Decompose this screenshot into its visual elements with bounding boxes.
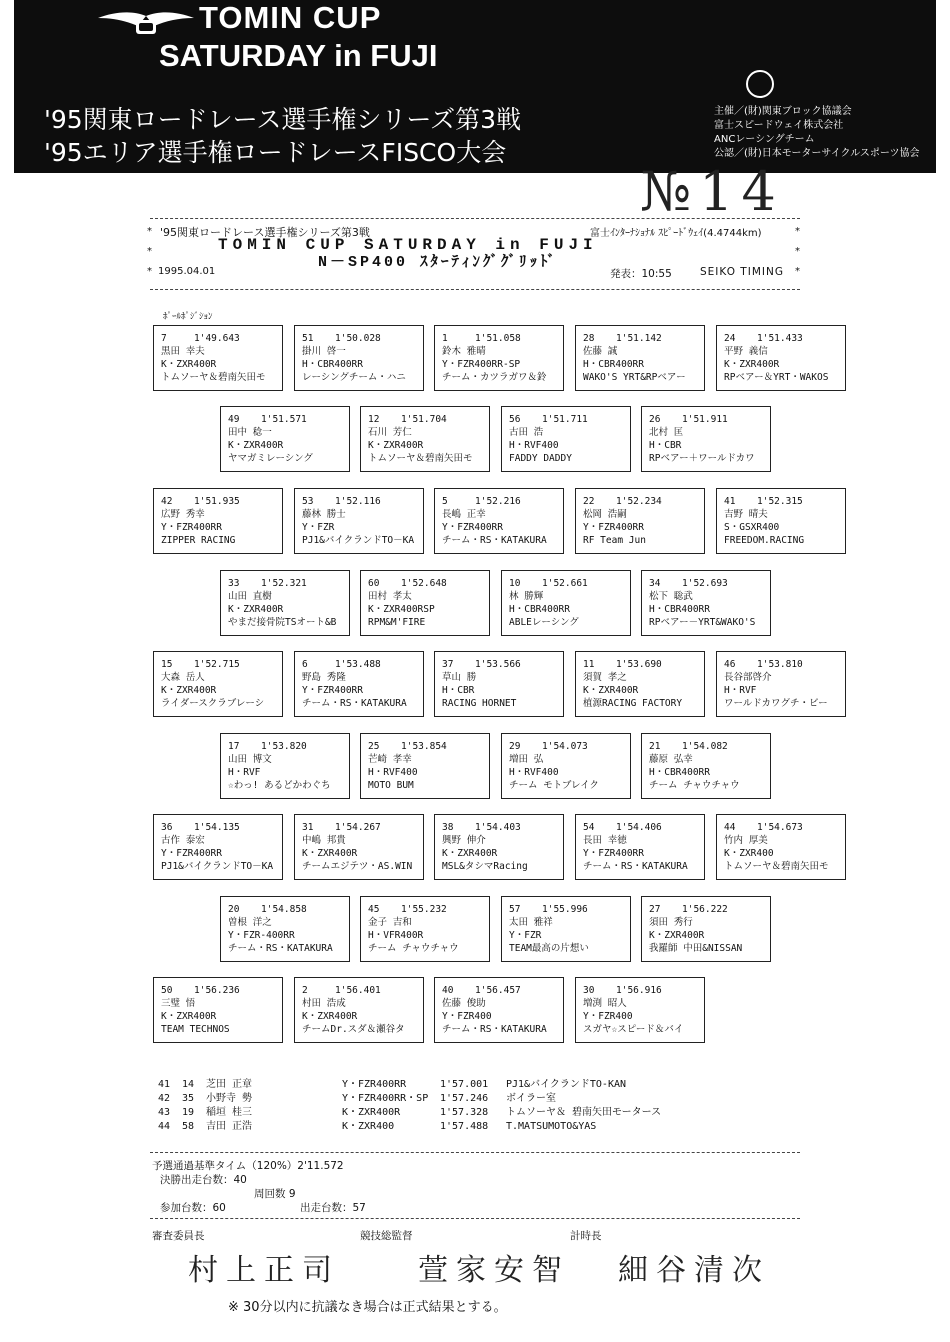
- grid-slot: [641, 570, 771, 636]
- qualifying-time: 1'54.406: [616, 822, 662, 833]
- grid-slot: [575, 977, 705, 1043]
- qualify-standard: 予選通過基準タイム（120%）2'11.572: [152, 1160, 344, 1172]
- rider-name: 松岡 浩嗣: [583, 509, 627, 520]
- rider-name: 山田 直樹: [228, 591, 272, 602]
- car-number: 41: [724, 496, 736, 507]
- car-number: 30: [583, 985, 595, 996]
- rider-name: 中嶋 邦貴: [302, 835, 346, 846]
- rider-name: 長田 幸徳: [583, 835, 627, 846]
- grid-slot: [575, 325, 705, 391]
- protest-note: ※ 30分以内に抗議なき場合は正式結果とする。: [228, 1300, 507, 1315]
- qualifying-time: 1'52.216: [475, 496, 521, 507]
- divider: [150, 218, 800, 219]
- qualifying-time: 1'52.715: [194, 659, 240, 670]
- timing-provider: SEIKO TIMING: [700, 266, 784, 278]
- car-number: 1: [442, 333, 448, 344]
- qualifying-time: 1'53.690: [616, 659, 662, 670]
- rider-name: 北村 匡: [649, 427, 684, 438]
- grid-slot: [153, 651, 283, 717]
- team-name: チーム チャウチャウ: [368, 943, 459, 954]
- machine: Y・FZR400RR: [161, 848, 222, 859]
- director-signature: 萱家安智: [418, 1253, 570, 1288]
- rider-name: 村田 浩成: [302, 998, 346, 1009]
- machine: K・ZXR400R: [302, 848, 358, 859]
- team-name: チームDr.スダ＆瀬谷タ: [302, 1024, 405, 1035]
- car-number: 28: [583, 333, 595, 344]
- team-name: チーム・RS・KATAKURA: [583, 861, 688, 872]
- rider-name: 佐藤 誠: [583, 346, 618, 357]
- car-number: 22: [583, 496, 595, 507]
- team-name: チーム・RS・KATAKURA: [302, 698, 407, 709]
- car-number: 51: [302, 333, 314, 344]
- qualifying-time: 1'54.267: [335, 822, 381, 833]
- qualifying-time: 1'51.704: [401, 414, 447, 425]
- grid-slot: [501, 896, 631, 962]
- grid-slot: [360, 406, 490, 472]
- car-number: 34: [649, 578, 661, 589]
- grid-slot: [294, 814, 424, 880]
- qualifying-time: 1'53.820: [261, 741, 307, 752]
- rider-name: 黒田 幸夫: [161, 346, 205, 357]
- car-number: 29: [509, 741, 521, 752]
- document-number: №14: [640, 160, 784, 223]
- team-name: チーム・カツラガワ＆鈴: [442, 372, 547, 383]
- rider-name: 須賀 孝之: [583, 672, 627, 683]
- machine: H・RVF400: [509, 767, 559, 778]
- car-number: 10: [509, 578, 521, 589]
- team-name: RF Team Jun: [583, 535, 646, 546]
- machine: Y・FZR400RR: [161, 522, 222, 533]
- team-name: 植源RACING FACTORY: [583, 698, 683, 709]
- rider-name: 松下 聡武: [649, 591, 693, 602]
- car-number: 24: [724, 333, 736, 344]
- rider-name: 佐藤 俊助: [442, 998, 486, 1009]
- machine: H・CBR400RR: [302, 359, 363, 370]
- grid-slot: [575, 488, 705, 554]
- car-number: 54: [583, 822, 595, 833]
- machine: H・RVF: [228, 767, 261, 778]
- machine: K・ZXR400R: [583, 685, 639, 696]
- car-number: 31: [302, 822, 314, 833]
- rider-name: 増渕 昭人: [583, 998, 627, 1009]
- qualifying-time: 1'54.135: [194, 822, 240, 833]
- machine: K・ZXR400R: [649, 930, 705, 941]
- machine: H・RVF400: [509, 440, 559, 451]
- divider: [150, 289, 800, 290]
- rider-name: 長谷部啓介: [724, 672, 772, 683]
- qualifying-time: 1'52.116: [335, 496, 381, 507]
- car-number: 38: [442, 822, 454, 833]
- date: 1995.04.01: [158, 266, 216, 277]
- grid-slot: [575, 651, 705, 717]
- grid-slot: [294, 488, 424, 554]
- car-number: 12: [368, 414, 380, 425]
- rider-name: 藤原 弘幸: [649, 754, 693, 765]
- series-title-line1: '95関東ロードレース選手権シリーズ第3戦: [44, 105, 522, 134]
- car-number: 40: [442, 985, 454, 996]
- grid-slot: [716, 488, 846, 554]
- event-name: TOMIN CUP SATURDAY in FUJI: [218, 236, 598, 254]
- grid-slot: [501, 406, 631, 472]
- machine: H・RVF: [724, 685, 757, 696]
- rider-name: 平野 義信: [724, 346, 768, 357]
- grid-slot: [641, 733, 771, 799]
- rider-name: 竹内 厚美: [724, 835, 768, 846]
- circuit-name: 富士ｲﾝﾀｰﾅｼｮﾅﾙ ｽﾋﾟｰﾄﾞｳｪｲ(4.4744km): [590, 228, 762, 239]
- rider-name: 吉野 晴夫: [724, 509, 768, 520]
- team-name: チーム・RS・KATAKURA: [228, 943, 333, 954]
- car-number: 6: [302, 659, 308, 670]
- qualifying-time: 1'54.073: [542, 741, 588, 752]
- machine: Y・FZR: [509, 930, 542, 941]
- machine: K・ZXR400R: [161, 1011, 217, 1022]
- grid-slot: [220, 406, 350, 472]
- qualifying-time: 1'56.401: [335, 985, 381, 996]
- machine: Y・FZR400RR: [583, 848, 644, 859]
- qualifying-time: 1'55.232: [401, 904, 447, 915]
- team-name: ZIPPER RACING: [161, 535, 236, 546]
- grid-slot: [434, 488, 564, 554]
- rider-name: 長嶋 正幸: [442, 509, 486, 520]
- timekeeper-signature: 細谷清次: [618, 1253, 770, 1288]
- qualifying-time: 1'52.648: [401, 578, 447, 589]
- grid-slot: [575, 814, 705, 880]
- car-number: 20: [228, 904, 240, 915]
- grid-slot: [220, 896, 350, 962]
- machine: H・CBR400RR: [583, 359, 644, 370]
- machine: K・ZXR400RSP: [368, 604, 435, 615]
- entries: 参加台数：60: [160, 1202, 226, 1214]
- organizer-line: 富士スピードウェイ株式会社: [714, 120, 844, 131]
- qualifying-time: 1'52.661: [542, 578, 588, 589]
- grid-slot: [501, 733, 631, 799]
- machine: H・VFR400R: [368, 930, 424, 941]
- qualifying-time: 1'54.403: [475, 822, 521, 833]
- grid-slot: [360, 896, 490, 962]
- car-number: 25: [368, 741, 380, 752]
- qualifying-time: 1'52.321: [261, 578, 307, 589]
- divider: [150, 1218, 800, 1219]
- grid-slot: [220, 733, 350, 799]
- rider-name: 曽根 洋之: [228, 917, 272, 928]
- machine: K・ZXR400R: [228, 604, 284, 615]
- grid-slot: [153, 814, 283, 880]
- rider-name: 大森 岳人: [161, 672, 205, 683]
- machine: Y・FZR400RR-SP: [442, 359, 521, 370]
- car-number: 11: [583, 659, 595, 670]
- rider-name: 草山 勝: [442, 672, 477, 683]
- rider-name: 増田 弘: [509, 754, 544, 765]
- team-name: MSL&タシマRacing: [442, 861, 528, 872]
- rider-name: 田中 稔一: [228, 427, 272, 438]
- team-name: トムソーヤ＆碧南矢田モ: [368, 453, 473, 464]
- qualifying-time: 1'52.693: [682, 578, 728, 589]
- rider-name: 野島 秀隆: [302, 672, 346, 683]
- car-number: 17: [228, 741, 240, 752]
- car-number: 26: [649, 414, 661, 425]
- grid-slot: [220, 570, 350, 636]
- qualifying-time: 1'49.643: [194, 333, 240, 344]
- winged-emblem-icon: [96, 8, 196, 40]
- rider-name: 太田 雅祥: [509, 917, 553, 928]
- machine: H・CBR400RR: [649, 767, 710, 778]
- pole-position-label: ﾎﾟｰﾙﾎﾟｼﾞｼｮﾝ: [163, 312, 213, 322]
- qualifying-time: 1'51.142: [616, 333, 662, 344]
- team-name: WAKO'S YRT&RPベアー: [583, 372, 686, 383]
- rider-name: 広野 秀幸: [161, 509, 205, 520]
- machine: Y・FZR400RR: [302, 685, 363, 696]
- event-title-line2: SATURDAY in FUJI: [159, 38, 438, 73]
- organizer-line: ANCレーシングチーム: [714, 134, 815, 145]
- machine: Y・FZR400RR: [442, 522, 503, 533]
- series-name: '95関東ロードレース選手権シリーズ第3戦: [160, 226, 370, 239]
- qualifying-time: 1'54.082: [682, 741, 728, 752]
- qualifying-time: 1'56.222: [682, 904, 728, 915]
- car-number: 56: [509, 414, 521, 425]
- team-name: トムソーヤ＆碧南矢田モ: [724, 861, 829, 872]
- machine: K・ZXR400R: [302, 1011, 358, 1022]
- rider-name: 金子 吉和: [368, 917, 412, 928]
- rider-name: 山田 博文: [228, 754, 272, 765]
- machine: H・CBR400RR: [649, 604, 710, 615]
- team-name: RPベアー＆YRT・WAKOS: [724, 372, 829, 383]
- grid-slot: [641, 406, 771, 472]
- rider-name: 鈴木 雅晴: [442, 346, 486, 357]
- team-name: 我羅師 中田&NISSAN: [649, 943, 743, 954]
- team-name: PJ1&バイクランドTO－KA: [161, 861, 274, 872]
- organizer-line: 主催／(財)関東ブロック協議会: [714, 106, 852, 117]
- machine: Y・FZR400: [442, 1011, 492, 1022]
- machine: K・ZXR400R: [161, 359, 217, 370]
- steward-label: 審査委員長: [152, 1230, 205, 1242]
- machine: K・ZXR400R: [228, 440, 284, 451]
- team-name: MOTO BUM: [368, 780, 414, 791]
- laps: 周回数 9: [254, 1188, 296, 1200]
- timekeeper-label: 計時長: [570, 1230, 602, 1242]
- team-name: チームエジテツ・AS.WIN: [302, 861, 413, 872]
- car-number: 27: [649, 904, 661, 915]
- rider-name: 三璧 悟: [161, 998, 196, 1009]
- qualifying-time: 1'53.488: [335, 659, 381, 670]
- car-number: 7: [161, 333, 167, 344]
- team-name: トムソーヤ＆碧南矢田モ: [161, 372, 266, 383]
- team-name: TEAM最高の片想い: [509, 943, 589, 954]
- machine: Y・FZR400: [583, 1011, 633, 1022]
- ran-count: 出走台数：57: [300, 1202, 366, 1214]
- grid-slot: [153, 325, 283, 391]
- team-name: スガヤ☆スピード＆バイ: [583, 1024, 684, 1035]
- car-number: 50: [161, 985, 173, 996]
- team-name: レーシングチーム・ハニ: [302, 372, 406, 383]
- team-name: RPM&M'FIRE: [368, 617, 426, 628]
- rider-name: 藤林 勝士: [302, 509, 346, 520]
- car-number: 49: [228, 414, 240, 425]
- car-number: 57: [509, 904, 521, 915]
- machine: Y・FZR: [302, 522, 335, 533]
- machine: K・ZXR400R: [161, 685, 217, 696]
- announce-time: 発表：10:55: [610, 268, 672, 280]
- machine: H・CBR: [649, 440, 682, 451]
- steward-signature: 村上正司: [188, 1253, 340, 1288]
- team-name: TEAM TECHNOS: [161, 1024, 230, 1035]
- rider-name: 須田 秀行: [649, 917, 693, 928]
- grid-slot: [716, 325, 846, 391]
- grid-slot: [153, 488, 283, 554]
- car-number: 2: [302, 985, 308, 996]
- car-number: 21: [649, 741, 661, 752]
- grid-slot: [716, 651, 846, 717]
- qualifying-time: 1'51.711: [542, 414, 588, 425]
- rider-name: 芒崎 孝幸: [368, 754, 412, 765]
- qualifying-time: 1'52.315: [757, 496, 803, 507]
- class-title: N－SP400 ｽﾀｰﾃｨﾝｸﾞｸﾞﾘｯﾄﾞ: [318, 254, 559, 271]
- car-number: 44: [724, 822, 736, 833]
- grid-slot: [294, 977, 424, 1043]
- team-name: FREEDOM.RACING: [724, 535, 805, 546]
- machine: H・CBR400RR: [509, 604, 570, 615]
- grid-slot: [360, 733, 490, 799]
- rider-name: 田村 孝太: [368, 591, 412, 602]
- qualifying-time: 1'51.911: [682, 414, 728, 425]
- organizer-line: 公認／(財)日本モーターサイクルスポーツ協会: [714, 148, 920, 159]
- qualifying-time: 1'54.858: [261, 904, 307, 915]
- car-number: 42: [161, 496, 173, 507]
- grid-slot: [716, 814, 846, 880]
- qualifying-time: 1'52.234: [616, 496, 662, 507]
- machine: Y・FZR400RR: [583, 522, 644, 533]
- machine: K・ZXR400: [724, 848, 774, 859]
- qualifying-time: 1'53.854: [401, 741, 447, 752]
- machine: K・ZXR400R: [724, 359, 780, 370]
- qualifying-time: 1'53.810: [757, 659, 803, 670]
- grid-slot: [153, 977, 283, 1043]
- team-name: ABLEレーシング: [509, 617, 579, 628]
- rider-name: 興野 伸介: [442, 835, 486, 846]
- rider-name: 掛川 啓一: [302, 346, 346, 357]
- machine: H・RVF400: [368, 767, 418, 778]
- machine: K・ZXR400R: [368, 440, 424, 451]
- car-number: 60: [368, 578, 380, 589]
- qualifying-time: 1'51.433: [757, 333, 803, 344]
- grid-slot: [434, 325, 564, 391]
- grid-slot: [434, 651, 564, 717]
- machine: S・GSXR400: [724, 522, 780, 533]
- car-number: 15: [161, 659, 173, 670]
- qualifying-time: 1'56.457: [475, 985, 521, 996]
- final-starters: 決勝出走台数：40: [160, 1174, 247, 1186]
- rider-name: 古作 泰宏: [161, 835, 205, 846]
- team-name: やまだ接骨院TSオート&B: [228, 617, 337, 628]
- car-number: 46: [724, 659, 736, 670]
- car-number: 45: [368, 904, 380, 915]
- machine: Y・FZR-400RR: [228, 930, 295, 941]
- qualifying-time: 1'50.028: [335, 333, 381, 344]
- team-name: RPベアー＋ワールドカワ: [649, 453, 755, 464]
- qualifying-time: 1'54.673: [757, 822, 803, 833]
- divider: [150, 1152, 800, 1153]
- car-number: 53: [302, 496, 314, 507]
- grid-slot: [641, 896, 771, 962]
- qualifying-time: 1'56.236: [194, 985, 240, 996]
- grid-slot: [434, 977, 564, 1043]
- grid-slot: [294, 651, 424, 717]
- qualifying-time: 1'51.571: [261, 414, 307, 425]
- car-number: 37: [442, 659, 454, 670]
- grid-slot: [360, 570, 490, 636]
- header-banner: [14, 0, 936, 173]
- team-name: RACING HORNET: [442, 698, 517, 709]
- team-name: ワールドカワグチ・ビー: [724, 698, 828, 709]
- qualifying-time: 1'55.996: [542, 904, 588, 915]
- team-name: PJ1&バイクランドTO－KA: [302, 535, 415, 546]
- team-name: FADDY DADDY: [509, 453, 572, 464]
- rider-name: 古田 浩: [509, 427, 544, 438]
- team-name: チーム モトブレイク: [509, 780, 599, 791]
- car-number: 36: [161, 822, 173, 833]
- director-label: 競技総監督: [360, 1230, 413, 1242]
- series-title-line2: '95エリア選手権ロードレースFISCO大会: [44, 138, 507, 167]
- team-name: ライダースクラブレーシ: [161, 698, 265, 709]
- team-name: チーム・RS・KATAKURA: [442, 535, 547, 546]
- rider-name: 林 勝輝: [509, 591, 544, 602]
- machine: K・ZXR400R: [442, 848, 498, 859]
- car-number: 33: [228, 578, 240, 589]
- qualifying-time: 1'51.935: [194, 496, 240, 507]
- grid-slot: [434, 814, 564, 880]
- team-name: ヤマガミレーシング: [228, 453, 313, 464]
- event-title-line1: TOMIN CUP: [199, 0, 382, 35]
- organizer-logo-icon: [746, 70, 774, 98]
- team-name: チーム チャウチャウ: [649, 780, 740, 791]
- grid-slot: [501, 570, 631, 636]
- team-name: RPベアー－YRT&WAKO'S: [649, 617, 756, 628]
- qualifying-time: 1'51.058: [475, 333, 521, 344]
- grid-slot: [294, 325, 424, 391]
- team-name: チーム・RS・KATAKURA: [442, 1024, 547, 1035]
- qualifying-time: 1'53.566: [475, 659, 521, 670]
- qualifying-time: 1'56.916: [616, 985, 662, 996]
- machine: H・CBR: [442, 685, 475, 696]
- rider-name: 石川 芳仁: [368, 427, 412, 438]
- car-number: 5: [442, 496, 448, 507]
- team-name: ☆わっ! あるどかわぐち: [228, 780, 331, 791]
